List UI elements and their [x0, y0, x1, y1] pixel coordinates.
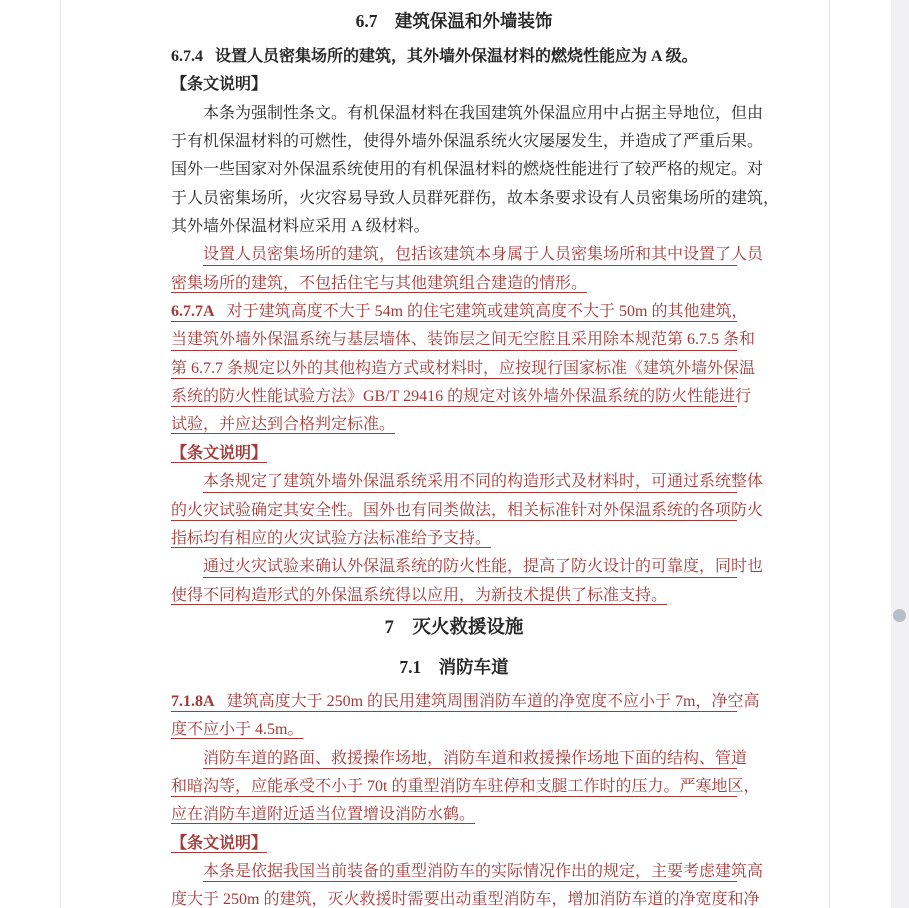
paragraph-line: 其外墙外保温材料应采用 A 级材料。 — [171, 218, 430, 236]
revision-paragraph-line: 当建筑外墙外保温系统与基层墙体、装饰层之间无空腔且采用除本规范第 6.7.5 条和 — [171, 326, 737, 354]
clause-text: 设置人员密集场所的建筑，其外墙外保温材料的燃烧性能应为 A 级。 — [215, 48, 698, 65]
revision-paragraph-line: 试验，并应达到合格判定标准。 — [171, 416, 396, 434]
document-page — [60, 0, 830, 908]
revision-paragraph-line: 和暗沟等，应能承受不小于 70t 的重型消防车驻停和支腿工作时的压力。严寒地区， — [171, 773, 737, 801]
revision-paragraph-line: 使得不同构造形式的外保温系统得以应用，为新技术提供了标准支持。 — [171, 586, 668, 604]
revision-paragraph-line: 度大于 250m 的建筑，灭火救援时需要出动重型消防车，增加消防车道的净宽度和净 — [171, 891, 760, 908]
revision-paragraph-line: 消防车道的路面、救援操作场地，消防车道和救援操作场地下面的结构、管道 — [203, 745, 737, 773]
revision-paragraph-line: 系统的防火性能试验方法》GB/T 29416 的规定对该外墙外保温系统的防火性能进行 — [171, 383, 737, 411]
revision-paragraph-line: 指标均有相应的火灾试验方法标准给予支持。 — [171, 529, 492, 547]
commentary-label: 【条文说明】 — [171, 76, 268, 94]
paragraph-line: 国外一些国家对外保温系统使用的有机保温材料的燃烧性能进行了较严格的规定。对 — [171, 161, 764, 179]
revision-paragraph-line: 本条规定了建筑外墙外保温系统采用不同的构造形式及材料时，可通过系统整体 — [203, 468, 737, 496]
revision-paragraph-line: 度不应小于 4.5m。 — [171, 721, 304, 739]
scrollbar-thumb[interactable] — [893, 609, 906, 622]
chapter-heading-7: 7 灭火救援设施 — [384, 617, 524, 638]
paragraph-line: 于人员密集场所，火灾容易导致人员群死群伤，故本条要求设有人员密集场所的建筑， — [171, 189, 780, 207]
commentary-label: 【条文说明】 — [171, 834, 268, 852]
document-body — [171, 43, 780, 908]
scrollbar-track[interactable] — [891, 0, 909, 908]
section-heading-7-1: 7.1 消防车道 — [399, 656, 509, 677]
clause-text: 对于建筑高度不大于 54m 的住宅建筑或建筑高度不大于 50m 的其他建筑， — [226, 303, 748, 321]
clause-number: 6.7.7A — [171, 303, 215, 321]
clause-6-7-7A-line — [171, 298, 748, 326]
clause-number: 6.7.4 — [171, 48, 203, 65]
clause-6-7-4-line — [171, 43, 737, 71]
section-heading-6-7: 6.7 建筑保温和外墙装饰 — [355, 11, 553, 31]
commentary-label: 【条文说明】 — [171, 444, 268, 462]
revision-paragraph-line: 应在消防车道附近适当位置增设消防水鹤。 — [171, 806, 476, 824]
revision-paragraph-line: 设置人员密集场所的建筑，包括该建筑本身属于人员密集场所和其中设置了人员 — [203, 241, 737, 269]
revision-paragraph-line: 的火灾试验确定其安全性。国外也有同类做法，相关标准针对外保温系统的各项防火 — [171, 497, 737, 525]
revision-paragraph-line: 本条是依据我国当前装备的重型消防车的实际情况作出的规定，主要考虑建筑高 — [203, 858, 737, 886]
clause-7-1-8A-line — [171, 688, 760, 716]
revision-paragraph-line: 第 6.7.7 条规定以外的其他构造方式或材料时，应按现行国家标准《建筑外墙外保温 — [171, 355, 737, 383]
clause-text: 建筑高度大于 250m 的民用建筑周围消防车道的净宽度不应小于 7m，净空高 — [226, 692, 760, 710]
clause-number: 7.1.8A — [171, 692, 215, 710]
paragraph-line: 本条为强制性条文。有机保温材料在我国建筑外保温应用中占据主导地位，但由 — [203, 104, 764, 122]
revision-paragraph-line: 通过火灾试验来确认外保温系统的防火性能，提高了防火设计的可靠度，同时也 — [203, 553, 737, 581]
paragraph-line: 于有机保温材料的可燃性，使得外墙外保温系统火灾屡屡发生，并造成了严重后果。 — [171, 133, 764, 151]
revision-paragraph-line: 密集场所的建筑，不包括住宅与其他建筑组合建造的情形。 — [171, 274, 588, 292]
